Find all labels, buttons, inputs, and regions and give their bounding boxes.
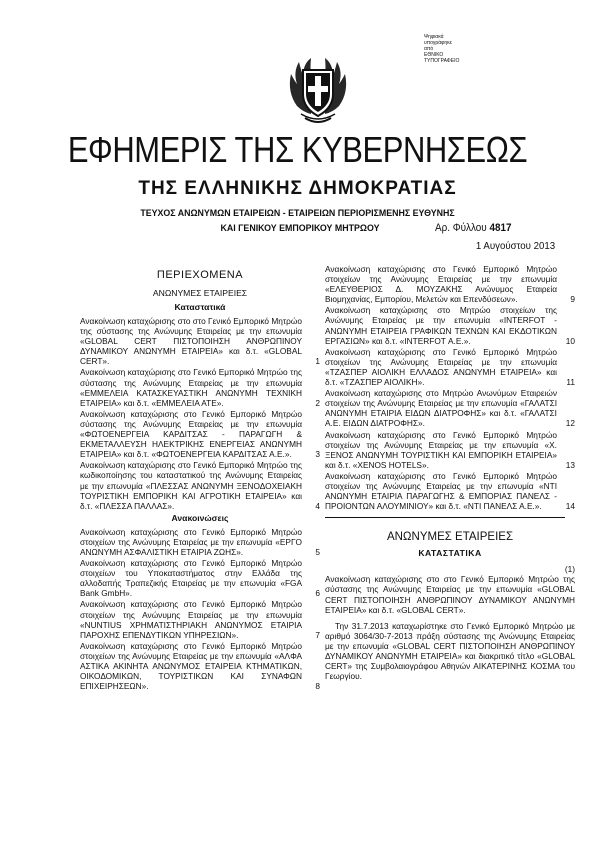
toc-entry[interactable] — [80, 316, 320, 366]
toc-column-right — [325, 264, 575, 681]
toc-entry-page: 9 — [570, 294, 575, 305]
toc-entry-text: Ανακοίνωση καταχώρισης στο Γενικό Εμπορικό Μητρώο στοιχείων της Ανώνυμης Εταιρείας με την επωνυμία «ΤΖΑΣΠΕΡ ΑΙΟΛΙΚΗ ΕΛΛΑΔΟΣ ΑΝΩΝΥΜΗ ΕΤΑΙΡΕΙΑ» και δ.τ. «ΤΖΑΣΠΕΡ ΑΙΟΛΙΚΗ». — [325, 346, 557, 388]
page-subtitle: ΤΗΣ ΕΛΛΗΝΙΚΗΣ ΔΗΜΟΚΡΑΤΙΑΣ — [138, 178, 457, 199]
page-title: ΕΦΗΜΕΡΙΣ ΤΗΣ ΚΥΒΕΡΝΗΣΕΩΣ — [67, 129, 528, 170]
toc-entry[interactable] — [80, 367, 320, 407]
toc-entry[interactable] — [80, 409, 320, 459]
toc-entry-text: Ανακοίνωση καταχώρισης στο Γενικό Εμπορικό Μητρώο στοιχείων της Ανώνυμης Εταιρείας με την επωνυμία «ΑΛΦΑ ΑΣΤΙΚΑ ΑΚΙΝΗΤΑ ΑΝΩΝΥΜΟΣ ΕΤΑΙΡΕΙΑ ΚΤΗΜΑΤΙΚΩΝ, ΟΙΚΟΔΟΜΙΚΩΝ, ΤΟΥΡΙΣΤΙΚΩΝ ΚΑΙ ΣΥΝΑΦΩΝ ΕΠΙΧΕΙΡΗΣΕΩΝ». — [80, 640, 302, 692]
toc-subsection-announcements: Ανακοινώσεις — [171, 512, 229, 523]
series-title-line2: ΚΑΙ ΓΕΝΙΚΟΥ ΕΜΠΟΡΙΚΟΥ ΜΗΤΡΩΟΥ — [220, 223, 380, 234]
toc-entry-text: Ανακοίνωση καταχώρισης στο Γενικό Εμπορικό Μητρώο στοιχείων της Ανώνυμης Εταιρείας με την επωνυμία «ΕΛΕΥΘΕΡΙΟΣ Δ. ΜΟΥΖΑΚΗΣ Ανώνυμος Εταιρεία Βιομηχανίας, Εμπορίου, Μελετών και Επενδύσεων». — [325, 264, 557, 305]
toc-entry-page: 5 — [315, 546, 320, 557]
stamp-line: από — [424, 46, 434, 52]
toc-entry-text: Ανακοίνωση καταχώρισης στο Μητρώο στοιχείων της Ανώνυμης Εταιρείας με την επωνυμία «INTERFOT - ΑΝΩΝΥΜΗ ΕΤΑΙΡΕΙΑ ΓΡΑΦΙΚΩΝ ΤΕΧΝΩΝ ΚΑΙ ΕΚΔΟΤΙΚΩΝ ΕΡΓΑΣΙΩΝ» και δ.τ. «INTERFOT Α.Ε.». — [325, 305, 557, 346]
toc-entry[interactable] — [80, 460, 320, 510]
toc-entry[interactable] — [325, 388, 575, 428]
toc-entry-page: 13 — [565, 459, 575, 470]
toc-entry-page: 4 — [315, 500, 320, 511]
stamp-line: ΕΘΝΙΚΟ — [424, 52, 444, 58]
toc-entry-text: Ανακοίνωση καταχώρισης στο στο Γενικό Εμπορικό Μητρώο της σύστασης της Ανώνυμης Εταιρείας με την επωνυμία «GLOBAL CERT ΠΙΣΤΟΠΟΙΗΣΗ ΑΝΘΡΩΠΙΝΟΥ ΔΥΝΑΜΙΚΟΥ ΑΝΩΝΥΜΗ ΕΤΑΙΡΕΙΑ» και δ.τ. «GLOBAL CERT». — [80, 316, 302, 367]
toc-entry-page: 12 — [565, 418, 575, 429]
body-section-heading: ΑΝΩΝΥΜΕΣ ΕΤΑΙΡΕΙΕΣ — [386, 531, 514, 544]
body-subsection-heading: ΚΑΤΑΣΤΑΤΙΚΑ — [418, 548, 482, 559]
toc-entry[interactable] — [325, 471, 575, 511]
notice-body: Την 31.7.2013 καταχωρίστηκε στο Γενικό Εμπορικό Μητρώο με αριθμό 3064/30-7-2013 πράξη σύστασης της Ανώνυμης Εταιρείας με την επωνυμία «GLOBAL CERT ΠΙΣΤΟΠΟΙΗΣΗ ΑΝΘΡΩΠΙΝΟΥ ΔΥΝΑΜΙΚΟΥ ΑΝΩΝΥΜΗ ΕΤΑΙΡΕΙΑ» και διακριτικό τίτλο «GLOBAL CERT» της Συμβολαιογράφου Αθηνών ΑΙΚΑΤΕΡΙΝΗΣ ΚΟΣΜΑ του Γεωργίου. — [325, 620, 575, 682]
toc-entry-text: Ανακοίνωση καταχώρισης στο Γενικό Εμπορικό Μητρώο σύστασης της Ανώνυμης Εταιρείας με την επωνυμία «ΦΩΤΟΕΝΕΡΓΕΙΑ ΚΑΡΔΙΤΣΑΣ - ΠΑΡΑΓΩΓΗ & ΕΚΜΕΤΑΛΛΕΥΣΗ ΗΛΕΚΤΡΙΚΗΣ ΕΝΕΡΓΕΙΑΣ ΑΝΩΝΥΜΗ ΕΤΑΙΡΕΙΑ» και δ.τ. «ΦΩΤΟΕΝΕΡΓΕΙΑ ΚΑΡΔΙΤΣΑΣ Α.Ε.». — [80, 408, 302, 460]
sheet-number — [435, 222, 512, 234]
stamp-line: ΤΥΠΟΓΡΑΦΕΙΟ — [424, 58, 460, 64]
toc-entry-text: Ανακοίνωση καταχώρισης στο Γενικό Εμπορικό Μητρώο στοιχείων της Ανώνυμης Εταιρείας με την επωνυμία «ΝΤΙ ΑΝΩΝΥΜΗ ΕΤΑΙΡΙΑ ΠΑΡΑΓΩΓΗΣ & ΕΜΠΟΡΙΑΣ ΠΑΝΕΛΣ - ΠΡΟΙΟΝΤΩΝ ΑΛΟΥΜΙΝΙΟΥ» και δ.τ. «ΝΤΙ ΠΑΝΕΛΣ Α.Ε.». — [325, 470, 557, 512]
toc-entry-text: Ανακοίνωση καταχώρισης στο Γενικό Εμπορικό Μητρώο στοιχείων της Ανώνυμης Εταιρείας με την επωνυμία «NUNTIUS ΧΡΗΜΑΤΙΣΤΗΡΙΑΚΗ ΑΝΩΝΥΜΟΣ ΕΤΑΙΡΙΑ ΠΑΡΟΧΗΣ ΕΠΕΝΔΥΤΙΚΩΝ ΥΠΗΡΕΣΙΩΝ». — [80, 599, 302, 640]
toc-entry[interactable] — [80, 527, 320, 557]
notice-number: (1) — [564, 564, 575, 575]
toc-entry[interactable] — [325, 264, 575, 304]
greek-coat-of-arms-icon — [283, 54, 353, 128]
toc-entry-text: Ανακοίνωση καταχώρισης στο Γενικό Εμπορικό Μητρώο στοιχείων της Ανώνυμης Εταιρείας με την επωνυμία «Χ. ΞΕΝΟΣ ΑΝΩΝΥΜΗ ΤΟΥΡΙΣΤΙΚΗ ΚΑΙ ΕΜΠΟΡΙΚΗ ΕΤΑΙΡΕΙΑ» και δ.τ. «XENOS HOTELS». — [325, 429, 557, 470]
toc-column-left — [80, 264, 320, 692]
toc-entry-text: Ανακοίνωση καταχώρισης στο Γενικό Εμπορικό Μητρώο της κωδικοποίησης του καταστατικού της Ανώνυμης Εταιρείας με την επωνυμία «ΠΛΕΣΣΑΣ ΑΝΩΝΥΜΗ ΞΕΝΟΔΟΧΕΙΑΚΗ ΤΟΥΡΙΣΤΙΚΗ ΕΜΠΟΡΙΚΗ ΚΑΙ ΑΓΡΟΤΙΚΗ ΕΤΑΙΡΕΙΑ» και δ.τ. «ΠΛΕΣΣΑ ΠΑΛΛΑΣ». — [80, 460, 302, 511]
sheet-number-value: 4817 — [489, 222, 512, 234]
toc-entry[interactable] — [80, 641, 320, 691]
toc-entry-text: Ανακοίνωση καταχώρισης στο Γενικό Εμπορικό Μητρώο στοιχείων του Υποκαταστήματος στην Ελλάδα της αλλοδαπής Τραπεζικής Εταιρείας με την επωνυμία «FGA Bank GmbH». — [80, 558, 302, 599]
toc-entry[interactable] — [325, 347, 575, 387]
toc-heading: ΠΕΡΙΕΧΟΜΕΝΑ — [156, 269, 244, 281]
toc-entry-page: 8 — [315, 681, 320, 692]
toc-entry[interactable] — [325, 430, 575, 470]
toc-entry-text: Ανακοίνωση καταχώρισης στο Μητρώο Ανωνύμων Εταιρειών στοιχείων της Ανώνυμης Εταιρείας με την επωνυμία «ΓΑΛΑΤΣΙ ΑΝΩΝΥΜΗ ΕΤΑΙΡΙΑ ΕΙΔΩΝ ΔΙΑΤΡΟΦΗΣ» και δ.τ. «ΓΑΛΑΤΣΙ Α.Ε. ΕΙΔΩΝ ΔΙΑΤΡΟΦΗΣ». — [325, 388, 557, 429]
stamp-line: Ψηφιακά — [424, 34, 444, 40]
toc-entry-text: Ανακοίνωση καταχώρισης στο Γενικό Εμπορικό Μητρώο της σύστασης της Ανώνυμης Εταιρείας με την επωνυμία «ΕΜΜΕΛΕΙΑ ΚΑΤΑΣΚΕΥΑΣΤΙΚΗ ΑΝΩΝΥΜΗ ΤΕΧΝΙΚΗ ΕΤΑΙΡΕΙΑ» και δ.τ. «ΕΜΜΕΛΕΙΑ ΑΤΕ». — [80, 367, 302, 408]
notice-title: Ανακοίνωση καταχώρισης στο στο Γενικό Εμπορικό Μητρώο της σύστασης της Ανώνυμης Εταιρείας με την επωνυμία «GLOBAL CERT ΠΙΣΤΟΠΟΙΗΣΗ ΑΝΘΡΩΠΙΝΟΥ ΔΥΝΑΜΙΚΟΥ ΑΝΩΝΥΜΗ ΕΤΑΙΡΕΙΑ» και δ.τ. «GLOBAL CERT». — [325, 574, 575, 615]
section-divider — [325, 517, 565, 518]
sheet-label: Αρ. Φύλλου — [435, 222, 487, 234]
toc-entry-page: 7 — [315, 629, 320, 640]
toc-entry-page: 3 — [315, 449, 320, 460]
stamp-line: υπογράφηκε — [424, 40, 452, 46]
toc-entry-page: 14 — [565, 501, 575, 512]
toc-entry-text: Ανακοίνωση καταχώρισης στο Γενικό Εμπορικό Μητρώο στοιχείων της Ανώνυμης Εταιρείας με την επωνυμία «ΕΡΓΟ ΑΝΩΝΥΜΗ ΑΣΦΑΛΙΣΤΙΚΗ ΕΤΑΙΡΙΑ ΖΩΗΣ». — [80, 526, 302, 557]
toc-entry[interactable] — [80, 599, 320, 639]
series-title-line1: ΤΕΥΧΟΣ ΑΝΩΝΥΜΩΝ ΕΤΑΙΡΕΙΩΝ - ΕΤΑΙΡΕΙΩΝ ΠΕΡΙΟΡΙΣΜΕΝΗΣ ΕΥΘΥΝΗΣ — [140, 208, 455, 219]
toc-entry-page: 10 — [565, 335, 575, 346]
toc-entry[interactable] — [325, 305, 575, 345]
toc-entry-page: 2 — [315, 397, 320, 408]
issue-date: 1 Αυγούστου 2013 — [475, 240, 555, 252]
toc-subsection-statutes: Καταστατικά — [174, 302, 226, 312]
toc-entry[interactable] — [80, 558, 320, 598]
toc-entry-page: 1 — [315, 356, 320, 367]
digital-signature-stamp — [424, 34, 464, 68]
toc-section: ΑΝΩΝΥΜΕΣ ΕΤΑΙΡΕΙΕΣ — [152, 288, 248, 298]
toc-entry-page: 6 — [315, 588, 320, 599]
toc-entry-page: 11 — [566, 377, 575, 388]
